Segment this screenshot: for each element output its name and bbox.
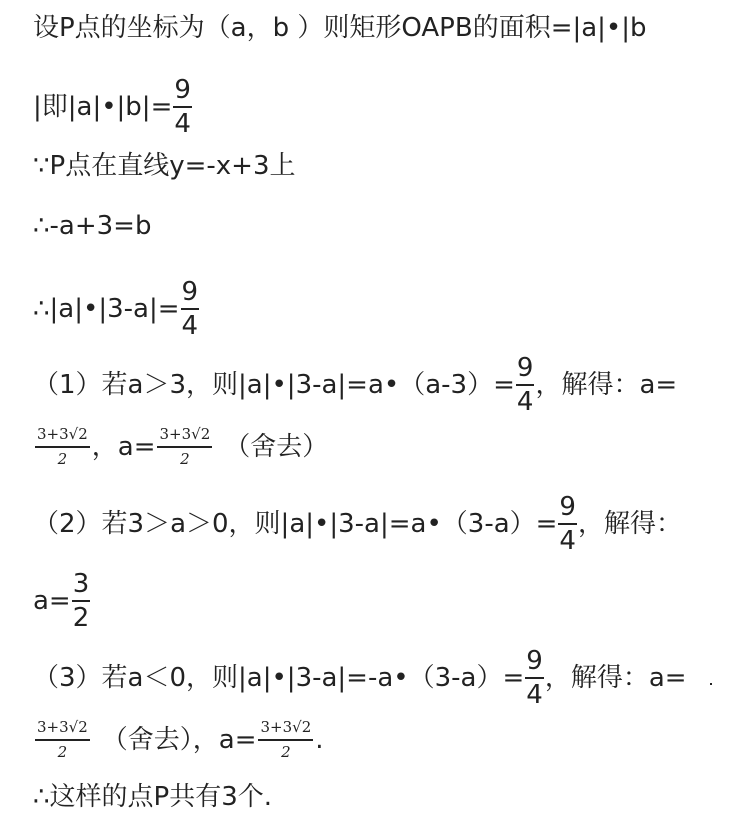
line-5-text: ∴|a|•|3-a|= — [33, 294, 180, 324]
line-2 — [33, 75, 193, 139]
fraction-bar — [35, 446, 90, 448]
fraction-denominator: 4 — [181, 311, 199, 341]
fraction-denominator: 4 — [174, 109, 191, 139]
small-fraction — [35, 718, 90, 761]
fraction-denominator: 4 — [559, 526, 576, 556]
line-6-text: （1）若a＞3，则|a|•|3-a|=a•（a-3）= — [33, 370, 515, 400]
fraction-9-over-4 — [558, 493, 577, 555]
small-fraction-denominator: 2 — [57, 743, 68, 761]
small-fraction — [258, 718, 313, 761]
fraction-denominator: 4 — [516, 387, 534, 417]
fraction-bar — [181, 308, 200, 310]
line-12 — [33, 781, 272, 811]
line-8-text: （2）若3＞a＞0，则|a|•|3-a|=a•（3-a）= — [33, 509, 558, 539]
fraction-denominator: 2 — [72, 603, 90, 633]
fraction-numerator: 9 — [516, 353, 534, 383]
line-11 — [33, 718, 324, 761]
small-fraction-denominator: 2 — [281, 743, 291, 761]
line-11-mid: （舍去），a= — [101, 724, 257, 755]
stray-dot-mark — [710, 683, 712, 685]
small-fraction-numerator: 3+3√2 — [260, 718, 312, 736]
fraction-numerator: 9 — [559, 492, 576, 522]
fraction-bar — [72, 600, 91, 602]
small-fraction-denominator: 2 — [180, 450, 190, 468]
fraction-bar — [525, 677, 544, 679]
line-10 — [33, 646, 687, 710]
line-11-tail: . — [315, 724, 324, 755]
line-7-tail: （舍去） — [224, 431, 329, 462]
fraction-numerator: 9 — [526, 646, 543, 676]
line-4-text: ∴-a+3=b — [33, 210, 152, 241]
line-10-text: （3）若a＜0，则|a|•|3-a|=-a•（3-a）= — [33, 663, 525, 693]
line-10-tail: ，解得：a= — [544, 663, 687, 693]
fraction-bar — [258, 739, 313, 741]
line-7 — [33, 425, 329, 468]
small-fraction-numerator: 3+3√2 — [37, 425, 88, 443]
small-fraction — [157, 425, 212, 468]
line-6 — [33, 353, 678, 417]
line-3-text: ∵P点在直线y=-x+3上 — [33, 150, 296, 181]
fraction-denominator: 4 — [526, 680, 543, 710]
line-1-text: 设P点的坐标为（a，b ）则矩形OAPB的面积=|a|•|b — [33, 12, 647, 43]
line-3 — [33, 150, 296, 180]
line-4 — [33, 210, 151, 240]
line-9-text: a= — [33, 586, 71, 616]
line-9 — [33, 569, 91, 633]
line-5 — [33, 277, 200, 341]
line-8-tail: ，解得： — [577, 509, 682, 539]
line-2-text: |即|a|•|b|= — [33, 92, 173, 122]
fraction-bar — [35, 739, 90, 741]
line-8 — [33, 492, 682, 556]
fraction-bar — [157, 446, 212, 448]
line-7-mid: ，a= — [91, 431, 156, 462]
line-12-text: ∴这样的点P共有3个. — [33, 781, 273, 812]
fraction-bar — [558, 523, 577, 525]
small-fraction-numerator: 3+3√2 — [37, 718, 88, 736]
fraction-9-over-4 — [525, 647, 544, 709]
fraction-9-over-4 — [516, 354, 535, 416]
line-6-tail: ，解得：a= — [535, 370, 678, 400]
small-fraction-denominator: 2 — [57, 450, 68, 468]
fraction-numerator: 9 — [174, 75, 191, 105]
fraction-3-over-2 — [72, 570, 91, 632]
line-1 — [33, 12, 647, 42]
fraction-numerator: 9 — [181, 277, 199, 307]
fraction-numerator: 3 — [72, 569, 90, 599]
fraction-9-over-4 — [181, 278, 200, 340]
small-fraction — [35, 425, 90, 468]
fraction-bar — [173, 106, 192, 108]
fraction-9-over-4 — [173, 76, 192, 138]
fraction-bar — [516, 384, 535, 386]
small-fraction-numerator: 3+3√2 — [159, 425, 211, 443]
